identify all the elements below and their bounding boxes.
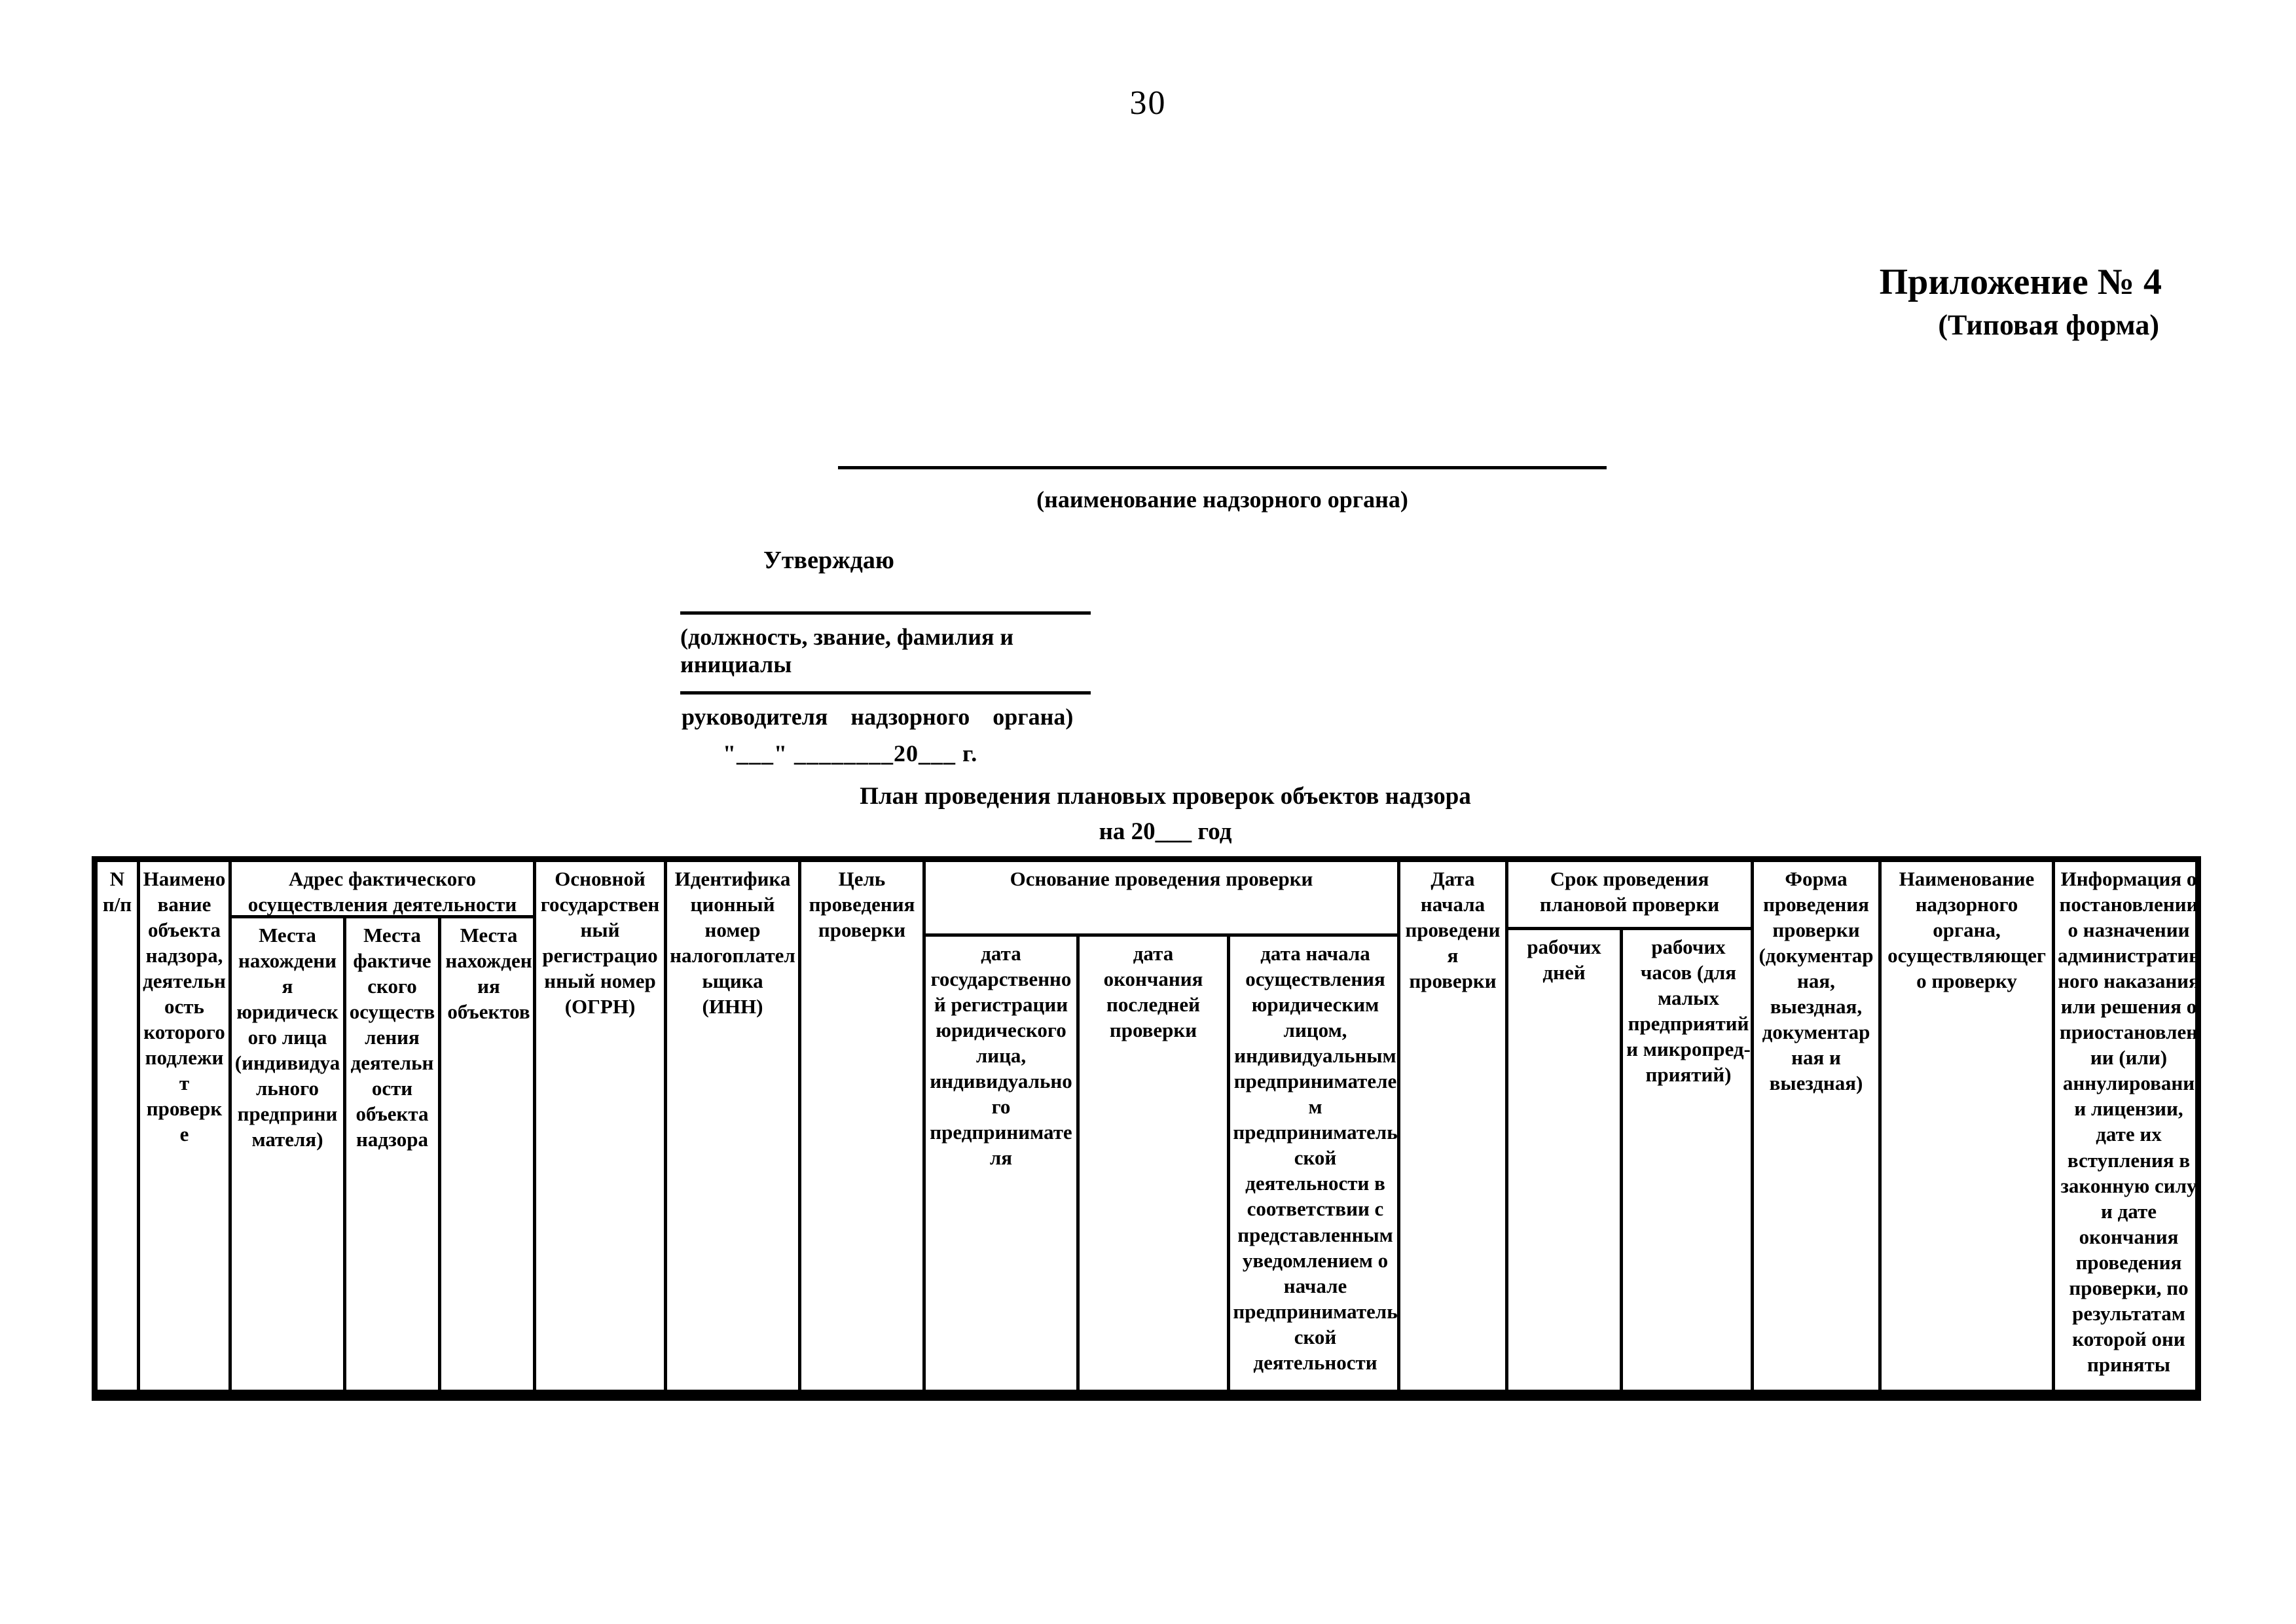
column-header-object-name: Наименование объекта надзора, деятельность которого подлежит проверке xyxy=(140,862,232,1390)
plan-title xyxy=(812,779,1519,849)
column-header-legal-address: Места нахождения юридического лица (индивидуального предпринимателя) xyxy=(232,918,346,1390)
column-group-basis-title: Основание проведения проверки xyxy=(926,862,1397,937)
approve-label: Утверждаю xyxy=(763,547,894,574)
column-group-address xyxy=(232,862,536,1390)
appendix-title: Приложение № 4 xyxy=(1879,262,2162,302)
plan-table xyxy=(92,856,2201,1401)
appendix-block xyxy=(1880,261,2162,343)
approver-caption-line2: руководителя надзорного органа) xyxy=(682,704,1074,730)
column-header-registration-date: дата государственной регистрации юридического лица, индивидуального предпринимателя xyxy=(926,937,1080,1390)
plan-title-line1: План проведения плановых проверок объектов надзора xyxy=(860,783,1471,810)
org-name-blank-line xyxy=(838,466,1607,469)
approver-blank-line-1 xyxy=(680,611,1091,615)
column-header-working-days: рабочих дней xyxy=(1508,930,1623,1390)
approver-caption-line1: (должность, звание, фамилия и инициалы xyxy=(680,624,1014,677)
column-header-penalty-info: Информация о постановлении о назначении административного наказания или решения о приостановлении (или) аннулировании лицензии, дате их вступления в законную силу и дате окончания проведения проверки, по результатам которой они приняты xyxy=(2058,867,2200,1376)
approver-blank-line-2 xyxy=(680,691,1091,695)
column-group-duration-title: Срок проведения плановой проверки xyxy=(1508,862,1751,930)
column-group-basis xyxy=(926,862,1400,1390)
page-number: 30 xyxy=(1129,84,1167,122)
appendix-subtitle: (Типовая форма) xyxy=(1938,309,2159,342)
column-header-check-form: Форма проведения проверки (документарная, выездная, документарная и выездная) xyxy=(1754,862,1882,1390)
column-header-actual-activity-place: Места фактического осуществления деятельности объекта надзора xyxy=(346,918,441,1390)
org-name-caption: (наименование надзорного органа) xyxy=(1036,486,1408,513)
approval-date-line: "___" ________20___ г. xyxy=(723,740,978,767)
column-header-check-start-date: Дата начала проведения проверки xyxy=(1400,862,1508,1390)
column-header-working-hours: рабочих часов (для малых предприятий и микропред-приятий) xyxy=(1626,935,1751,1087)
column-header-objects-location: Места нахождения объектов xyxy=(445,924,532,1024)
plan-title-line2: на 20___ год xyxy=(1099,818,1232,845)
column-group-address-title: Адрес фактического осуществления деятельности xyxy=(232,862,533,918)
column-header-purpose: Цель проведения проверки xyxy=(801,862,926,1390)
column-header-authority-name: Наименование надзорного органа, осуществляющего проверку xyxy=(1882,862,2055,1390)
column-header-last-check-end-date: дата окончания последней проверки xyxy=(1080,937,1230,1390)
column-header-ogrn: Основной государственный регистрационный номер (ОГРН) xyxy=(536,862,667,1390)
column-header-row-number: N п/п xyxy=(98,862,140,1390)
column-group-duration xyxy=(1508,862,1754,1390)
column-header-inn: Идентификационный номер налогоплательщика (ИНН) xyxy=(667,862,801,1390)
column-header-activity-start-date: дата начала осуществления юридическим лицом, индивидуальным предпринимателем предпринимательской деятельности в соответствии с представленным уведомлением о начале предпринимательской деятельности xyxy=(1233,942,1398,1374)
